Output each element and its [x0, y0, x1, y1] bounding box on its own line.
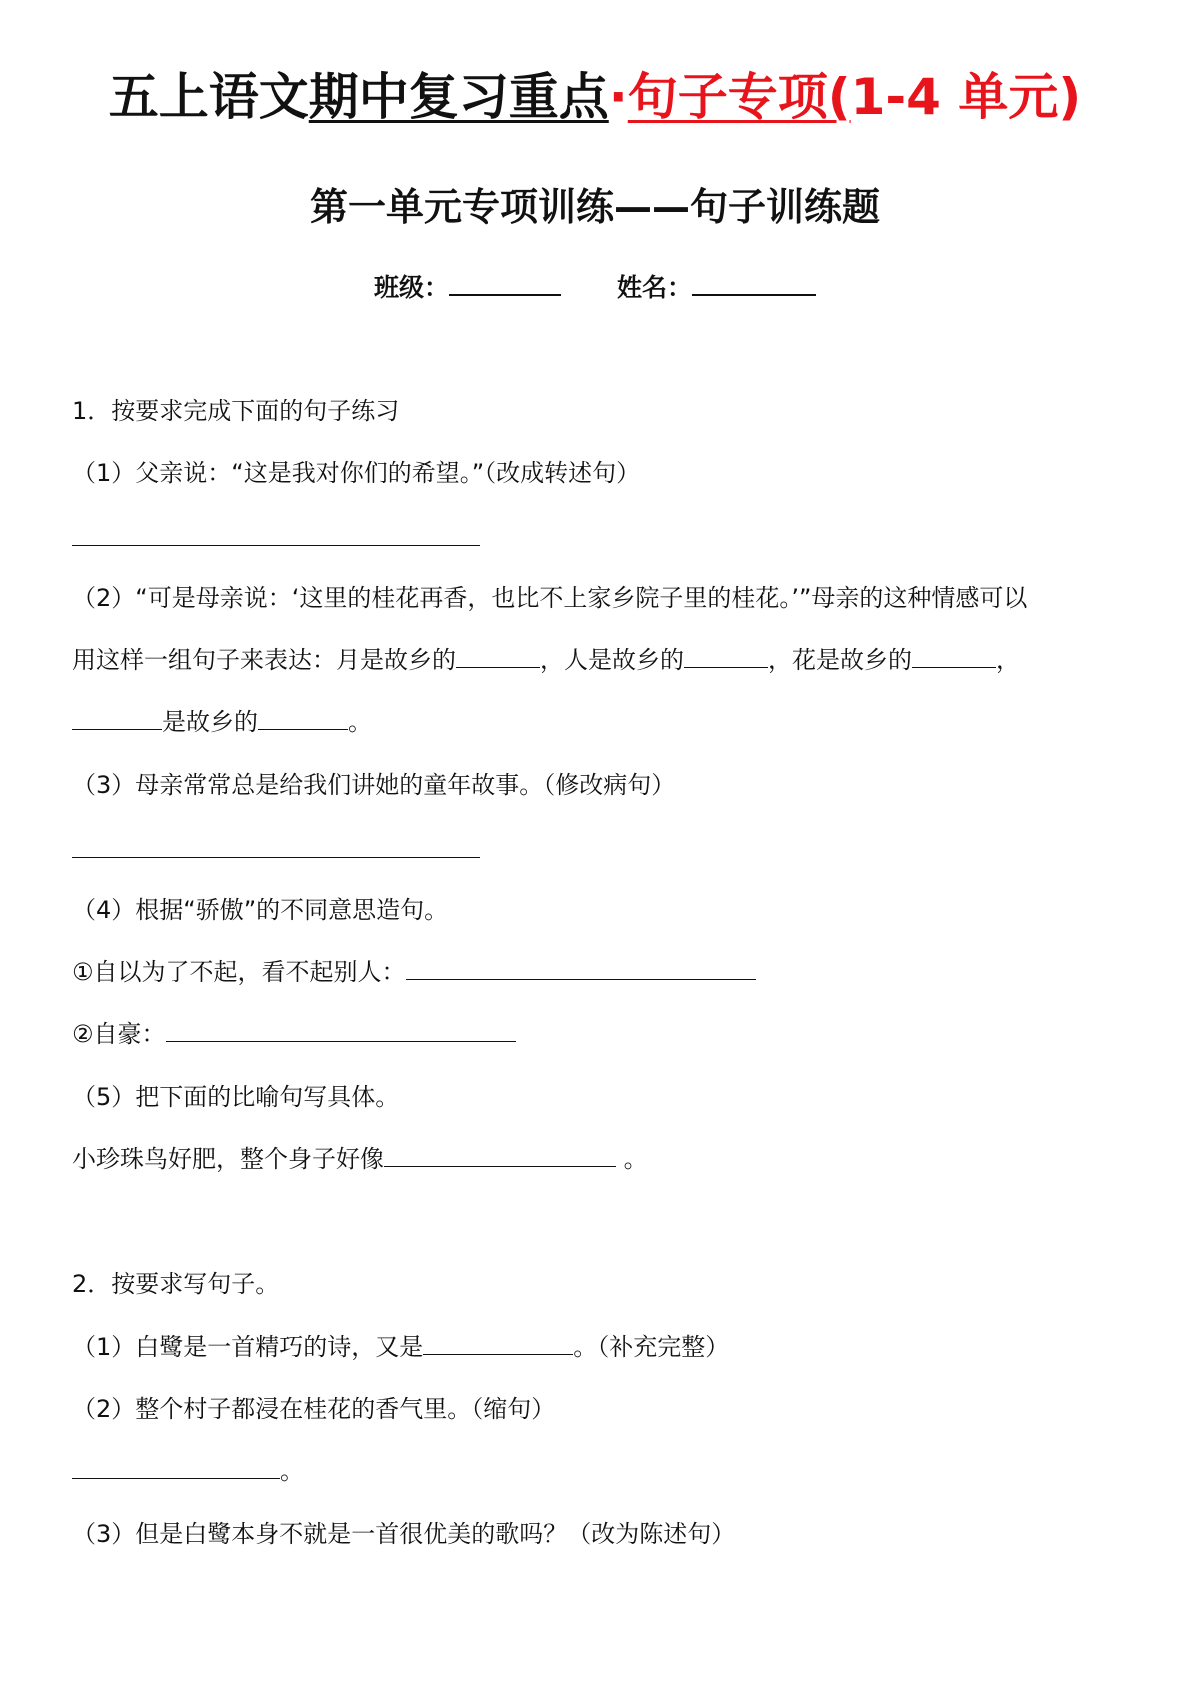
q1-part2-line2: [72, 640, 1020, 680]
class-blank[interactable]: [449, 266, 561, 296]
class-label: 班级：: [373, 273, 449, 302]
q1-part4-a-text: ①自以为了不起，看不起别人：: [72, 958, 406, 986]
title-dot: ·: [608, 68, 628, 126]
q2-heading: 2．按要求写句子。: [72, 1270, 280, 1298]
q2-part3: （3）但是白鹭本身不就是一首很优美的歌吗？（改为陈述句）: [72, 1520, 736, 1548]
q1-part5: （5）把下面的比喻句写具体。: [72, 1083, 400, 1111]
answer-blank[interactable]: [456, 643, 540, 668]
answer-blank[interactable]: [72, 1454, 280, 1479]
q2-part1-text-b: 。（补充完整）: [573, 1333, 730, 1361]
answer-blank[interactable]: [684, 643, 768, 668]
q1-heading: 1．按要求完成下面的句子练习: [72, 397, 400, 425]
q1-part2-text-d: ，: [996, 646, 1020, 674]
q1-part2-text-f: 。: [348, 708, 372, 736]
name-label: 姓名：: [617, 273, 693, 302]
q1-part2-text-b: ，人是故乡的: [540, 646, 684, 674]
name-blank[interactable]: [692, 266, 816, 296]
q1-part4: （4）根据“骄傲”的不同意思造句。: [72, 896, 449, 924]
answer-blank[interactable]: [166, 1017, 516, 1042]
answer-blank[interactable]: [912, 643, 996, 668]
title-part-black: 五上语文: [108, 68, 309, 126]
q1-part4-b-text: ②自豪：: [72, 1020, 166, 1048]
title-part-underlined: 期中复习重点: [308, 68, 609, 126]
q2-part1-text-a: （1）白鹭是一首精巧的诗，又是: [72, 1333, 424, 1361]
q1-part2-text-c: ，花是故乡的: [768, 646, 912, 674]
title-part-red: 1-4 单元): [850, 68, 1082, 126]
q2-part2-end: 。: [280, 1457, 304, 1485]
q1-part1: （1）父亲说：“这是我对你们的希望。”（改成转述句）: [72, 459, 641, 487]
q1-part3: （3）母亲常常总是给我们讲她的童年故事。（修改病句）: [72, 771, 676, 799]
student-info: [0, 266, 1190, 308]
q1-part4-a: [72, 952, 756, 992]
q2-part2-answer: [72, 1451, 304, 1491]
q1-part2-text-a: 用这样一组句子来表达：月是故乡的: [72, 646, 456, 674]
q1-part4-b: [72, 1014, 516, 1054]
q1-part5-end: 。: [616, 1145, 648, 1173]
q1-part5-a: [72, 1139, 648, 1179]
q1-part1-answer-line[interactable]: [72, 545, 480, 546]
q1-part3-answer-line[interactable]: [72, 857, 480, 858]
q1-part5-a-text: 小珍珠鸟好肥，整个身子好像: [72, 1145, 384, 1173]
q2-part2: （2）整个村子都浸在桂花的香气里。（缩句）: [72, 1395, 556, 1423]
q1-part2-line3: [72, 702, 372, 742]
answer-blank[interactable]: [72, 705, 162, 730]
q1-part2-line1: （2）“可是母亲说：‘这里的桂花再香，也比不上家乡院子里的桂花。’”母亲的这种情感可以: [72, 584, 1028, 612]
answer-blank[interactable]: [423, 1330, 573, 1355]
answer-blank[interactable]: [384, 1142, 616, 1167]
answer-blank[interactable]: [406, 955, 756, 980]
main-title: [0, 62, 1190, 132]
q2-part1: [72, 1327, 729, 1367]
sub-title: 第一单元专项训练——句子训练题: [309, 185, 880, 229]
q1-part2-text-e: 是故乡的: [162, 708, 258, 736]
answer-blank[interactable]: [258, 705, 348, 730]
title-part-red-underlined: 句子专项(: [627, 68, 851, 126]
